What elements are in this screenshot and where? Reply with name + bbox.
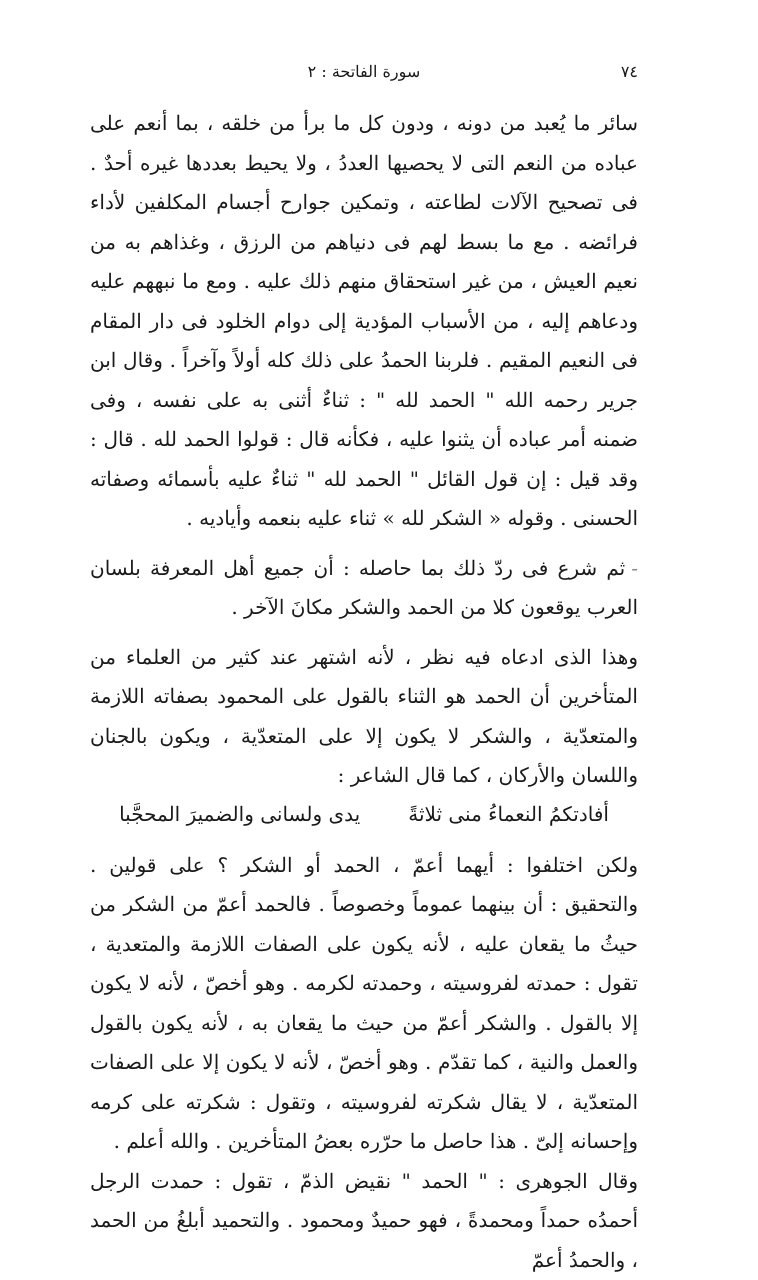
paragraph-dash: - [631, 556, 638, 580]
paragraph-2-text: ثم شرع فى ردّ ذلك بما حاصله : أن جميع أهل المعرفة بلسان العرب يوقعون كلا من الحمد والشكر مكانَ الآخر . [90, 556, 638, 620]
running-title: سورة الفاتحة : ٢ [90, 62, 638, 81]
paragraph-5: وقال الجوهرى : " الحمد " نقيض الذمّ ، تقول : حمدت الرجل أحمدُه حمداً ومحمدةً ، فهو حميدٌ ومحمود . والتحميد أبلغُ من الحمد ، والحمدُ أعمّ [90, 1162, 638, 1280]
paragraph-1: سائر ما يُعبد من دونه ، ودون كل ما برأ من خلقه ، بما أنعم على عباده من النعم التى لا يحصيها العددُ ، ولا يحيط بعددها غيره أحدٌ . فى تصحيح الآلات لطاعته ، وتمكين جوارح أجسام المكلفين لأداء فرائضه . مع ما بسط لهم فى دنياهم من الرزق ، وغذاهم به من نعيم العيش ، من غير استحقاق منهم ذلك عليه . ومع ما نبههم عليه ودعاهم إليه ، من الأسباب المؤدية إلى دوام الخلود فى دار المقام فى النعيم المقيم . فلربنا الحمدُ على ذلك كله أولاً وآخراً . وقال ابن جرير رحمه الله " الحمد لله " : ثناءٌ أثنى به على نفسه ، وفى ضمنه أمر عباده أن يثنوا عليه ، فكأنه قال : قولوا الحمد لله . قال : وقد قيل : إن قول القائل " الحمد لله " ثناءٌ عليه بأسمائه وصفاته الحسنى . وقوله « الشكر لله » ثناء عليه بنعمه وأياديه . [90, 104, 638, 539]
verse-second-hemistich: يدى ولسانى والضميرَ المحجَّبا [119, 796, 360, 832]
page-number: ٧٤ [621, 62, 638, 81]
page-body [90, 104, 638, 1280]
paragraph-2 [90, 549, 638, 628]
paragraph-3: وهذا الذى ادعاه فيه نظر ، لأنه اشتهر عند كثير من العلماء من المتأخرين أن الحمد هو الثناء بالقول على المحمود بصفاته اللازمة والمتعدّية ، والشكر لا يكون إلا على المتعدّية ، ويكون بالجنان واللسان والأركان ، كما قال الشاعر : [90, 638, 638, 796]
poetry-verse [90, 796, 638, 832]
page-header [90, 62, 638, 92]
paragraph-4: ولكن اختلفوا : أيهما أعمّ ، الحمد أو الشكر ؟ على قولين . والتحقيق : أن بينهما عموماً وخصوصاً . فالحمد أعمّ من الشكر من حيثُ ما يقعان عليه ، لأنه يكون على الصفات اللازمة والمتعدية ، تقول : حمدته لفروسيته ، وحمدته لكرمه . وهو أخصّ ، لأنه لا يكون إلا بالقول . والشكر أعمّ من حيث ما يقعان به ، لأنه يكون بالقول والعمل والنية ، كما تقدّم . وهو أخصّ ، لأنه لا يكون إلا على الصفات المتعدّية ، لا يقال شكرته لفروسيته ، وتقول : شكرته على كرمه وإحسانه إلىّ . هذا حاصل ما حرّره بعضُ المتأخرين . والله أعلم . [90, 846, 638, 1162]
verse-first-hemistich: أفادتكمُ النعماءُ منى ثلاثةً [408, 796, 609, 832]
